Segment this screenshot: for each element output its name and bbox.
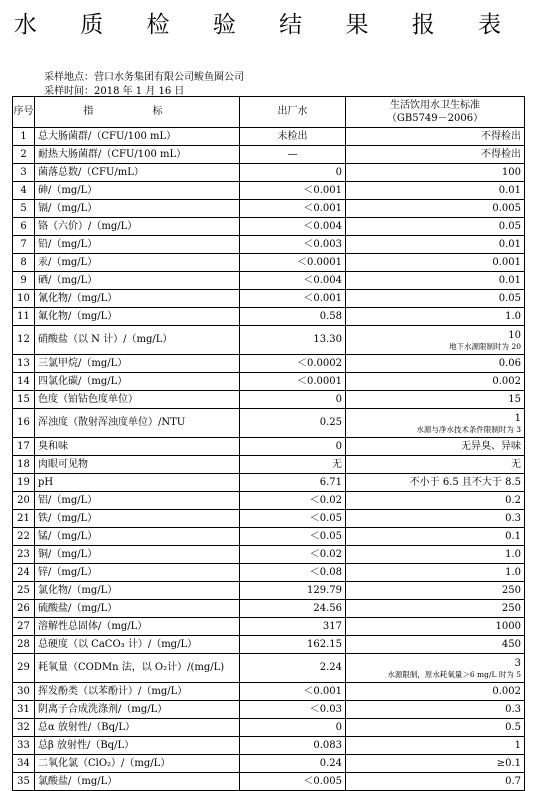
indicator-name: 汞/（mg/L） [35, 254, 240, 272]
row-number: 21 [13, 510, 35, 528]
indicator-name: 色度（铂钴色度单位） [35, 391, 240, 409]
table-row [13, 290, 525, 308]
outlet-water-value: 0.083 [240, 737, 346, 755]
indicator-name: 镉/（mg/L） [35, 200, 240, 218]
table-row [13, 438, 525, 456]
indicator-name: 总α 放射性/（Bq/L） [35, 719, 240, 737]
standard-limit [346, 355, 525, 373]
outlet-water-value: — [240, 146, 346, 164]
table-row [13, 146, 525, 164]
row-number: 15 [13, 391, 35, 409]
row-number: 34 [13, 755, 35, 773]
standard-value: 无异臭、异味 [461, 440, 521, 452]
table-row [13, 391, 525, 409]
table-row [13, 636, 525, 654]
table-row [13, 582, 525, 600]
outlet-water-value: 162.15 [240, 636, 346, 654]
standard-value: 0.5 [505, 721, 521, 733]
standard-limit [346, 755, 525, 773]
standard-note: 水源限制，原水耗氧量＞6 mg/L 时为 5 [387, 669, 521, 679]
outlet-water-value: ＜0.001 [240, 200, 346, 218]
outlet-water-value: ＜0.05 [240, 510, 346, 528]
outlet-water-value: 0 [240, 391, 346, 409]
row-number: 7 [13, 236, 35, 254]
table-row [13, 164, 525, 182]
standard-value: 不小于 6.5 且不大于 8.5 [409, 476, 521, 488]
standard-value: 0.002 [492, 375, 521, 387]
sampling-location: 采样地点：营口水务集团有限公司鲅鱼圈公司 [44, 72, 244, 83]
standard-limit [346, 546, 525, 564]
standard-value: 0.7 [505, 775, 521, 787]
standard-limit [346, 773, 525, 791]
table-row [13, 373, 525, 391]
row-number: 3 [13, 164, 35, 182]
standard-limit [346, 654, 525, 683]
standard-limit [346, 128, 525, 146]
row-number: 4 [13, 182, 35, 200]
standard-value: ≥0.1 [496, 757, 521, 769]
row-number: 11 [13, 308, 35, 326]
standard-value: 0.01 [498, 274, 521, 286]
standard-value: 0.3 [505, 703, 521, 715]
standard-value: 0.002 [492, 685, 521, 697]
standard-value: 0.005 [492, 202, 521, 214]
table-row [13, 618, 525, 636]
indicator-name: 氟化物/（mg/L） [35, 308, 240, 326]
standard-value: 10 [508, 329, 521, 341]
row-number: 19 [13, 474, 35, 492]
row-number: 10 [13, 290, 35, 308]
indicator-name: 四氯化碳/（mg/L） [35, 373, 240, 391]
standard-limit [346, 409, 525, 438]
table-row [13, 409, 525, 438]
table-header-row [13, 97, 525, 128]
standard-limit [346, 510, 525, 528]
row-number: 2 [13, 146, 35, 164]
table-body [13, 128, 525, 791]
outlet-water-value: ＜0.004 [240, 218, 346, 236]
row-number: 32 [13, 719, 35, 737]
standard-limit [346, 308, 525, 326]
standard-value: 0.1 [505, 530, 521, 542]
standard-value: 1.0 [505, 310, 521, 322]
table-row [13, 510, 525, 528]
standard-limit [346, 146, 525, 164]
table-row [13, 600, 525, 618]
standard-limit [346, 564, 525, 582]
outlet-water-value: 13.30 [240, 326, 346, 355]
outlet-water-value: ＜0.02 [240, 546, 346, 564]
table-row [13, 719, 525, 737]
standard-value: 1000 [495, 620, 521, 632]
standard-value: 250 [501, 584, 521, 596]
standard-limit [346, 164, 525, 182]
water-quality-table [12, 96, 525, 791]
row-number: 17 [13, 438, 35, 456]
standard-limit [346, 391, 525, 409]
table-row [13, 182, 525, 200]
indicator-name: 挥发酚类（以苯酚计）/（mg/L） [35, 683, 240, 701]
table-row [13, 308, 525, 326]
indicator-name: 二氧化氯（ClO₂）/（mg/L） [35, 755, 240, 773]
standard-limit [346, 492, 525, 510]
table-row [13, 492, 525, 510]
table-row [13, 456, 525, 474]
indicator-name: 总大肠菌群/（CFU/100 mL） [35, 128, 240, 146]
header-no: 序号 [13, 97, 35, 128]
table-row [13, 326, 525, 355]
outlet-water-value: ＜0.05 [240, 528, 346, 546]
outlet-water-value: 无 [240, 456, 346, 474]
outlet-water-value: 0 [240, 164, 346, 182]
sampling-time: 采样时间：2018 年 1 月 16 日 [44, 86, 185, 97]
indicator-name: 砷/（mg/L） [35, 182, 240, 200]
standard-value: 100 [501, 166, 521, 178]
standard-limit [346, 272, 525, 290]
indicator-name: 硝酸盐（以 N 计）/（mg/L） [35, 326, 240, 355]
standard-limit [346, 719, 525, 737]
outlet-water-value: 0.24 [240, 755, 346, 773]
indicator-name: 阴离子合成洗涤剂/（mg/L） [35, 701, 240, 719]
standard-value: 0.001 [492, 256, 521, 268]
row-number: 35 [13, 773, 35, 791]
indicator-name: 菌落总数/（CFU/mL） [35, 164, 240, 182]
indicator-name: 锌/（mg/L） [35, 564, 240, 582]
outlet-water-value: 317 [240, 618, 346, 636]
row-number: 6 [13, 218, 35, 236]
outlet-water-value: ＜0.003 [240, 236, 346, 254]
indicator-name: 锰/（mg/L） [35, 528, 240, 546]
table-row [13, 654, 525, 683]
indicator-name: 铝/（mg/L） [35, 492, 240, 510]
standard-limit [346, 582, 525, 600]
standard-limit [346, 737, 525, 755]
table-row [13, 528, 525, 546]
row-number: 31 [13, 701, 35, 719]
row-number: 5 [13, 200, 35, 218]
table-row [13, 200, 525, 218]
indicator-name: 氰化物/（mg/L） [35, 290, 240, 308]
table-row [13, 701, 525, 719]
table-row [13, 546, 525, 564]
table-row [13, 737, 525, 755]
standard-value: 0.05 [498, 220, 521, 232]
outlet-water-value: 未检出 [240, 128, 346, 146]
indicator-name: 铅/（mg/L） [35, 236, 240, 254]
standard-limit [346, 290, 525, 308]
standard-value: 15 [508, 393, 521, 405]
indicator-name: 耐热大肠菌群/（CFU/100 mL） [35, 146, 240, 164]
header-value: 出厂水 [240, 97, 346, 128]
indicator-name: 溶解性总固体/（mg/L） [35, 618, 240, 636]
table-row [13, 272, 525, 290]
standard-limit [346, 618, 525, 636]
table-row [13, 218, 525, 236]
standard-value: 0.06 [498, 357, 521, 369]
outlet-water-value: 0 [240, 719, 346, 737]
indicator-name: 铜/（mg/L） [35, 546, 240, 564]
outlet-water-value: ＜0.001 [240, 182, 346, 200]
standard-value: 0.01 [498, 238, 521, 250]
indicator-name: 铁/（mg/L） [35, 510, 240, 528]
standard-note: 地下水源限制时为 20 [449, 341, 521, 351]
outlet-water-value: 2.24 [240, 654, 346, 683]
standard-limit [346, 254, 525, 272]
header-name: 指 标 [35, 97, 240, 128]
row-number: 33 [13, 737, 35, 755]
standard-limit [346, 683, 525, 701]
row-number: 23 [13, 546, 35, 564]
indicator-name: 铬（六价）/（mg/L） [35, 218, 240, 236]
standard-limit [346, 326, 525, 355]
row-number: 24 [13, 564, 35, 582]
row-number: 9 [13, 272, 35, 290]
indicator-name: 硫酸盐/（mg/L） [35, 600, 240, 618]
standard-value: 450 [501, 638, 521, 650]
row-number: 14 [13, 373, 35, 391]
standard-limit [346, 373, 525, 391]
standard-limit [346, 701, 525, 719]
row-number: 20 [13, 492, 35, 510]
standard-value: 不得检出 [481, 148, 521, 160]
table-row [13, 683, 525, 701]
row-number: 8 [13, 254, 35, 272]
table-row [13, 474, 525, 492]
table-row [13, 128, 525, 146]
row-number: 30 [13, 683, 35, 701]
standard-value: 0.2 [505, 494, 521, 506]
header-standard: 生活饮用水卫生标准 （GB5749－2006） [346, 97, 525, 128]
indicator-name: 浑浊度（散射浑浊度单位）/NTU [35, 409, 240, 438]
standard-note: 水源与净水技术条件限制时为 3 [416, 424, 521, 434]
table-row [13, 755, 525, 773]
outlet-water-value: ＜0.0001 [240, 254, 346, 272]
indicator-name: 氯化物/（mg/L） [35, 582, 240, 600]
outlet-water-value: 0.25 [240, 409, 346, 438]
indicator-name: pH [35, 474, 240, 492]
outlet-water-value: ＜0.03 [240, 701, 346, 719]
outlet-water-value: ＜0.001 [240, 683, 346, 701]
standard-limit [346, 474, 525, 492]
standard-value: 不得检出 [481, 130, 521, 142]
row-number: 29 [13, 654, 35, 683]
standard-limit [346, 218, 525, 236]
row-number: 27 [13, 618, 35, 636]
outlet-water-value: 0.58 [240, 308, 346, 326]
standard-value: 0.05 [498, 292, 521, 304]
indicator-name: 硒/（mg/L） [35, 272, 240, 290]
table-row [13, 773, 525, 791]
standard-limit [346, 636, 525, 654]
row-number: 16 [13, 409, 35, 438]
standard-value: 1.0 [505, 566, 521, 578]
row-number: 12 [13, 326, 35, 355]
table-row [13, 254, 525, 272]
report-title: 水 质 检 验 结 果 报 表 [13, 12, 520, 38]
indicator-name: 臭和味 [35, 438, 240, 456]
standard-value: 3 [514, 657, 521, 669]
indicator-name: 总β 放射性/（Bq/L） [35, 737, 240, 755]
indicator-name: 肉眼可见物 [35, 456, 240, 474]
outlet-water-value: ＜0.001 [240, 290, 346, 308]
outlet-water-value: ＜0.005 [240, 773, 346, 791]
standard-limit [346, 528, 525, 546]
row-number: 26 [13, 600, 35, 618]
row-number: 25 [13, 582, 35, 600]
indicator-name: 氯酸盐/（mg/L） [35, 773, 240, 791]
standard-limit [346, 456, 525, 474]
outlet-water-value: 0 [240, 438, 346, 456]
outlet-water-value: ＜0.004 [240, 272, 346, 290]
indicator-name: 总硬度（以 CaCO₃ 计）/（mg/L） [35, 636, 240, 654]
row-number: 18 [13, 456, 35, 474]
standard-value: 1 [514, 412, 521, 424]
indicator-name: 三氯甲烷/（mg/L） [35, 355, 240, 373]
outlet-water-value: ＜0.0001 [240, 373, 346, 391]
outlet-water-value: 6.71 [240, 474, 346, 492]
row-number: 22 [13, 528, 35, 546]
standard-value: 0.01 [498, 184, 521, 196]
table-row [13, 236, 525, 254]
outlet-water-value: ＜0.08 [240, 564, 346, 582]
standard-value: 0.3 [505, 512, 521, 524]
standard-limit [346, 600, 525, 618]
standard-value: 250 [501, 602, 521, 614]
standard-limit [346, 200, 525, 218]
outlet-water-value: 129.79 [240, 582, 346, 600]
standard-limit [346, 182, 525, 200]
standard-value: 1 [514, 739, 521, 751]
row-number: 1 [13, 128, 35, 146]
table-row [13, 355, 525, 373]
outlet-water-value: ＜0.0002 [240, 355, 346, 373]
outlet-water-value: ＜0.02 [240, 492, 346, 510]
row-number: 13 [13, 355, 35, 373]
standard-value: 无 [511, 458, 521, 470]
standard-value: 1.0 [505, 548, 521, 560]
row-number: 28 [13, 636, 35, 654]
table-row [13, 564, 525, 582]
standard-limit [346, 236, 525, 254]
outlet-water-value: 24.56 [240, 600, 346, 618]
standard-limit [346, 438, 525, 456]
indicator-name: 耗氧量（CODMn 法，以 O₂计）/(mg/L) [35, 654, 240, 683]
